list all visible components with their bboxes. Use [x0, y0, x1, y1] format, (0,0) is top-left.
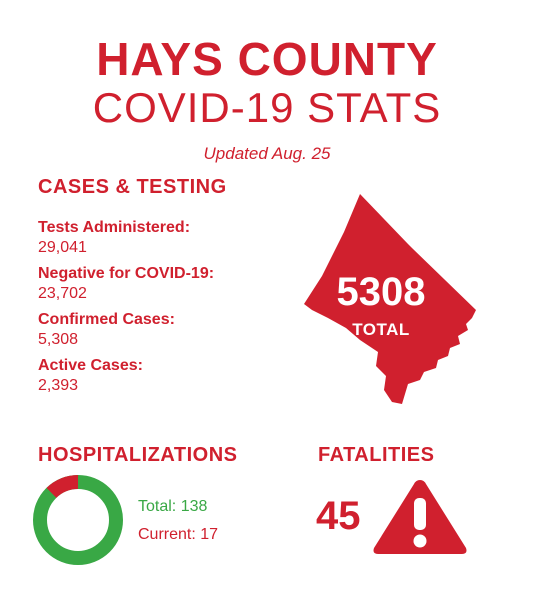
stat-value: 29,041: [38, 239, 87, 256]
stat-label: Tests Administered:: [38, 219, 191, 236]
donut-current-segment: [51, 482, 78, 493]
cases-stats-list: [38, 218, 214, 402]
stat-confirmed: [38, 310, 214, 350]
total-cases-number: 5308: [336, 270, 426, 314]
stat-value: 23,702: [38, 285, 87, 302]
fatalities-count: 45: [316, 494, 361, 538]
stat-tests-administered: [38, 218, 214, 258]
stat-label: Active Cases:: [38, 357, 143, 374]
hospitalizations-total: Total: 138: [138, 498, 208, 515]
total-cases-label: TOTAL: [352, 320, 410, 339]
stat-negative: [38, 264, 214, 304]
page-title-stats: COVID-19 STATS: [92, 84, 442, 131]
hospitalizations-donut: [28, 470, 128, 570]
stat-label: Negative for COVID-19:: [38, 265, 215, 282]
stat-value: 5,308: [38, 331, 79, 348]
cases-testing-heading: CASES & TESTING: [38, 176, 227, 198]
warning-triangle-icon: [370, 476, 470, 558]
hospitalizations-current: Current: 17: [138, 526, 219, 543]
donut-total-ring: [40, 482, 116, 558]
fatalities-heading: FATALITIES: [318, 444, 435, 466]
stat-active: [38, 356, 214, 396]
page-title-county: HAYS COUNTY: [96, 33, 438, 85]
stat-label: Confirmed Cases:: [38, 311, 175, 328]
hospitalizations-heading: HOSPITALIZATIONS: [38, 444, 238, 466]
updated-date: Updated Aug. 25: [203, 144, 331, 163]
stat-value: 2,393: [38, 377, 79, 394]
